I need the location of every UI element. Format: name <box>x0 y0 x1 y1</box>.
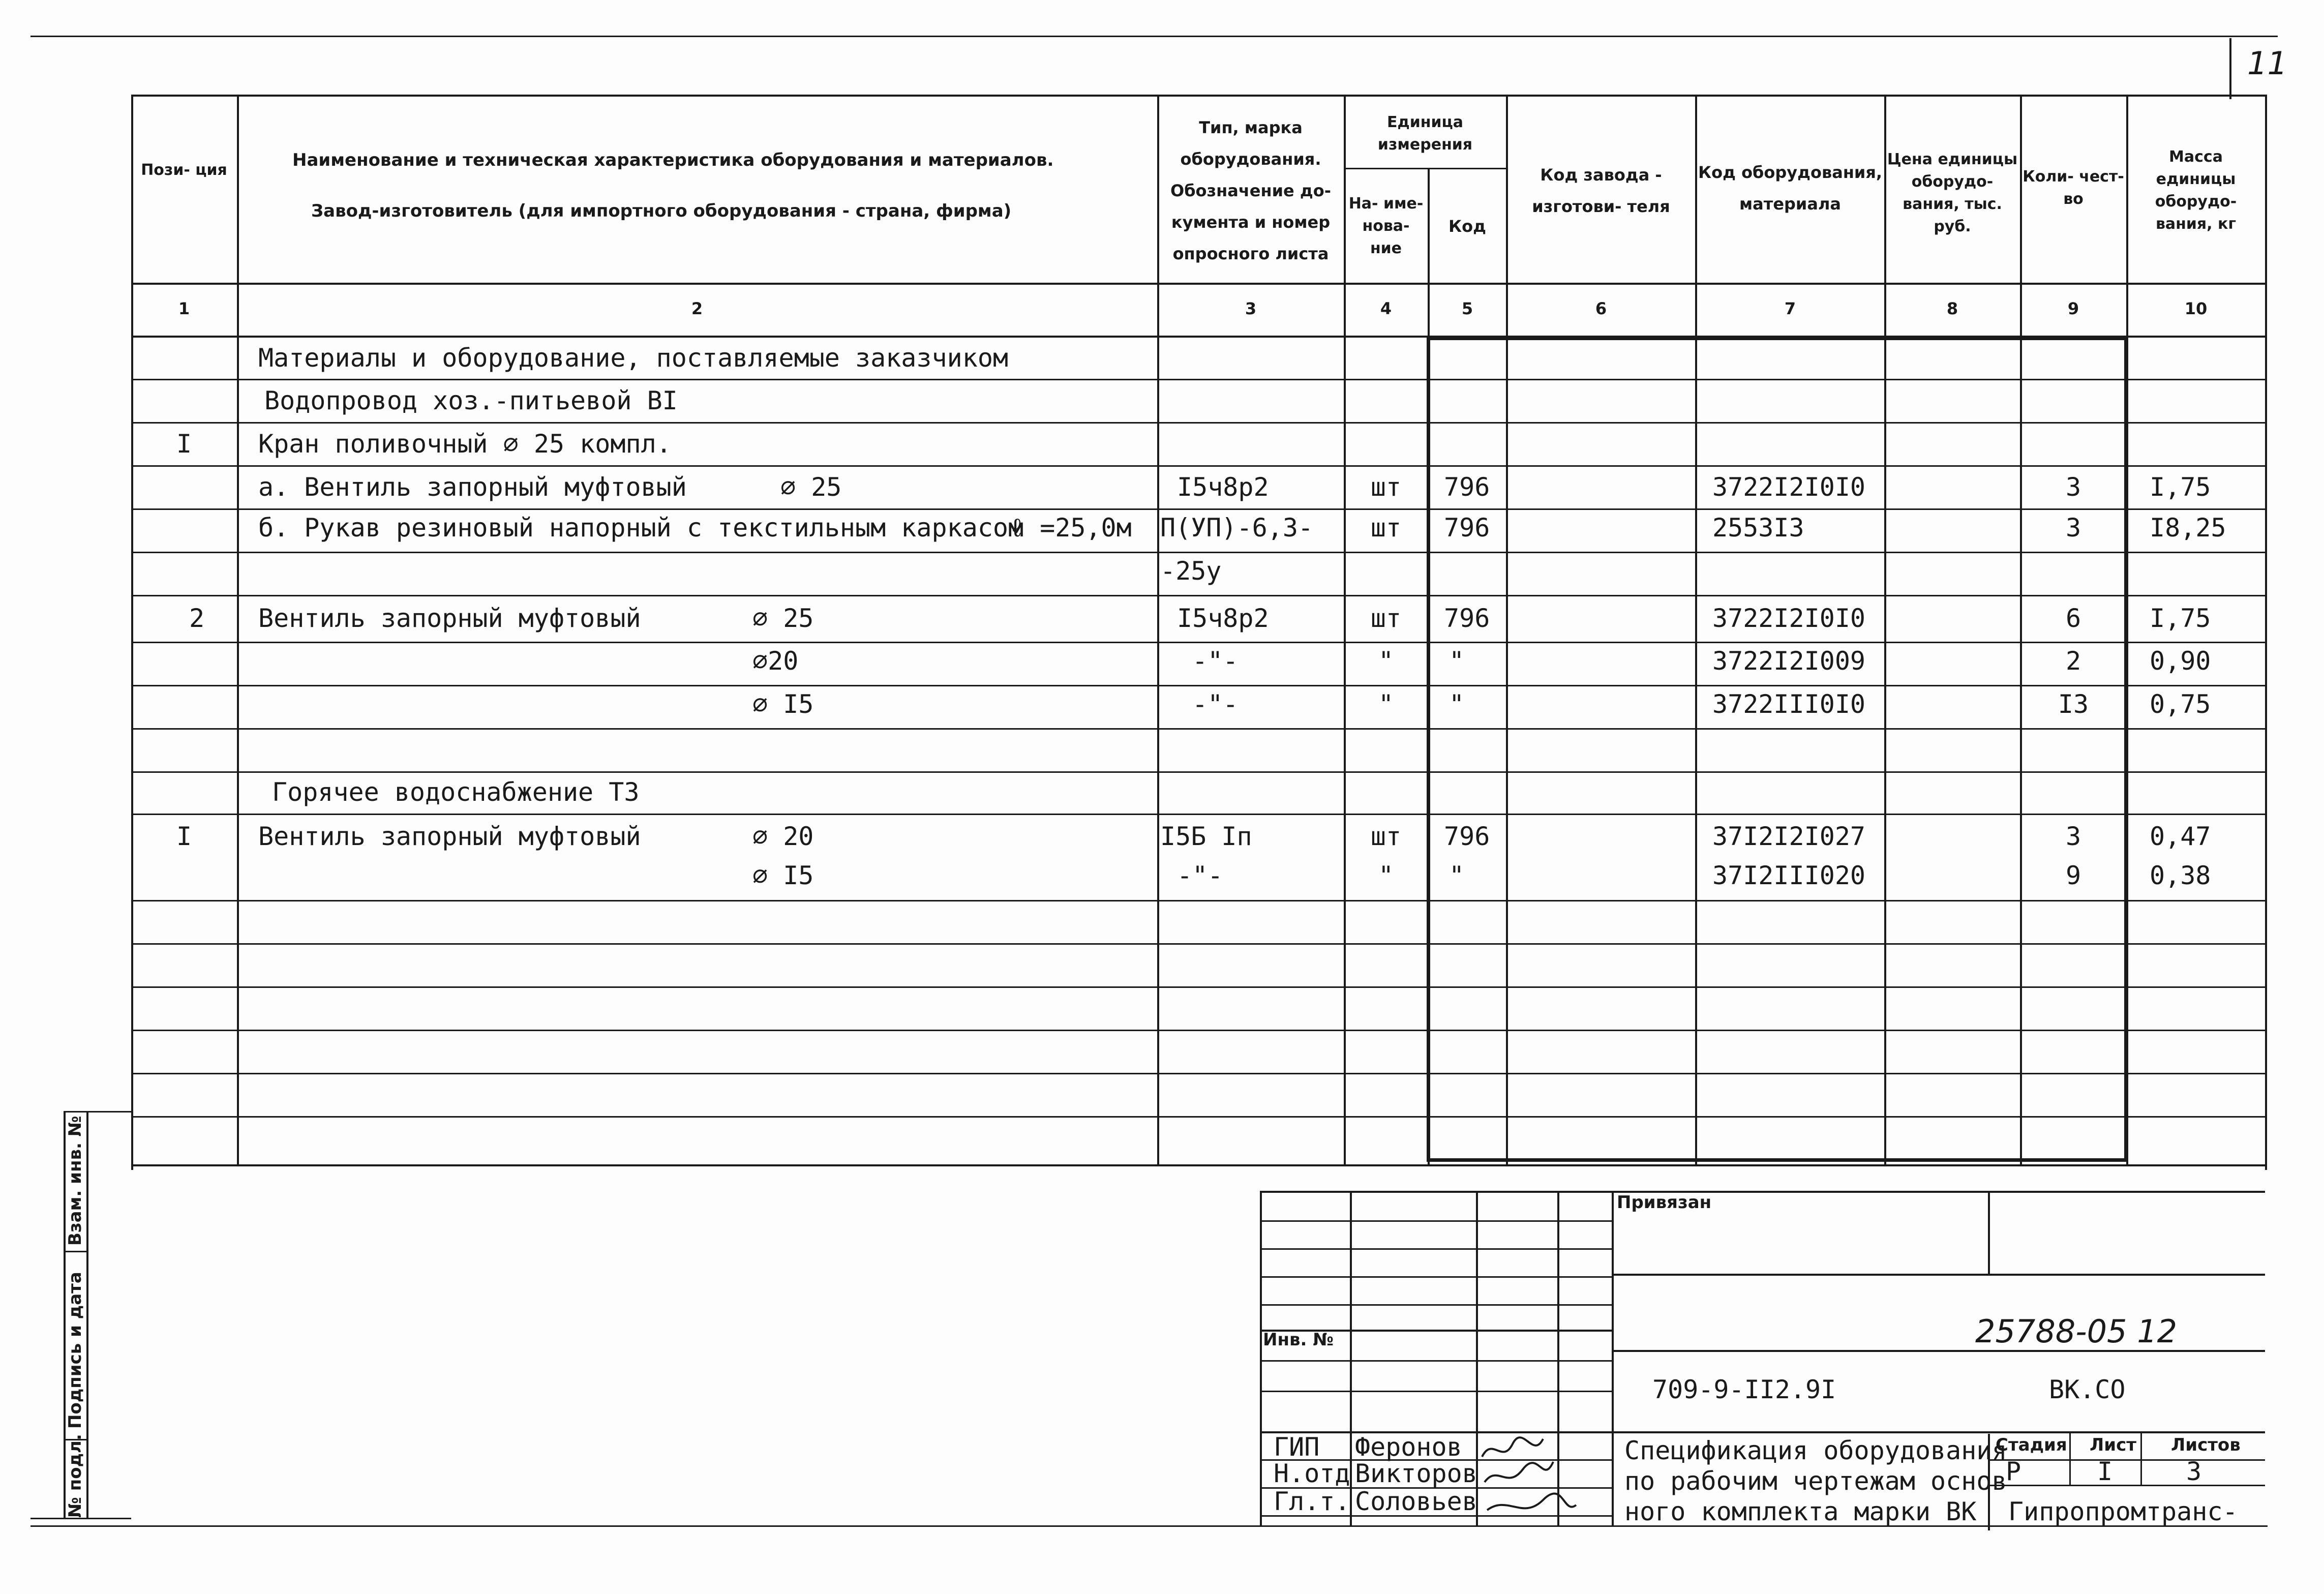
row-unit-code: 796 <box>1444 822 1490 851</box>
row-name-extra: ∅ 25 <box>752 604 814 633</box>
row-unit-code: " <box>1449 689 1465 719</box>
col-number: 4 <box>1380 299 1392 318</box>
row-position: I <box>176 822 192 851</box>
row-unit: шт <box>1370 822 1402 851</box>
stamp-privyazan: Привязан <box>1617 1192 1712 1213</box>
row-name: Вентиль запорный муфтовый <box>258 822 641 851</box>
stamp-mark: ВК.СО <box>2049 1375 2126 1404</box>
row-type: -"- <box>1177 861 1223 890</box>
row-mass: 0,47 <box>2150 822 2211 851</box>
row-type: I5ч8р2 <box>1177 472 1269 502</box>
row-material-code: 37I2III020 <box>1712 861 1866 890</box>
row-name: Кран поливочный ∅ 25 компл. <box>258 429 672 459</box>
col-number: 6 <box>1595 299 1607 318</box>
stamp-stage-label: Стадия <box>1996 1435 2067 1455</box>
header-quantity: Коли- чест- во <box>2023 168 2124 208</box>
row-name-extra: ∅ 25 <box>780 472 842 502</box>
stamp-sheet: I <box>2097 1457 2113 1486</box>
row-subsection-title: Водопровод хоз.-питьевой BI <box>264 386 678 415</box>
row-position: 2 <box>189 604 205 633</box>
row-name: Вентиль запорный муфтовый <box>258 604 641 633</box>
col-number: 10 <box>2184 299 2208 318</box>
header-name-line1: Наименование и техническая характеристика оборудования и материалов. <box>292 150 1054 170</box>
header-material-code: Код оборудования, материала <box>1698 163 1883 214</box>
col-number: 2 <box>691 299 703 318</box>
row-name-extra: ∅ 20 <box>752 822 814 851</box>
stamp-title-line3: ного комплекта марки ВК <box>1624 1497 1977 1526</box>
row-type: П(УП)-6,3- <box>1160 513 1314 543</box>
row-name: б. Рукав резиновый напорный с текстильным каркасом <box>258 513 1024 543</box>
stamp-inv-number: Инв. № <box>1263 1330 1334 1350</box>
header-mass: Масса единицы оборудо- вания, кг <box>2155 148 2237 233</box>
stamp-doc-number: 25788-05 12 <box>1975 1313 2178 1350</box>
col-number: 9 <box>2067 299 2079 318</box>
stamp-stage: Р <box>2006 1457 2021 1486</box>
row-mass: I,75 <box>2150 472 2211 502</box>
row-unit: " <box>1378 689 1394 719</box>
row-type: -"- <box>1192 689 1239 719</box>
row-name-extra: ∅ I5 <box>752 861 814 890</box>
row-position: I <box>176 429 192 459</box>
row-quantity: 3 <box>2065 472 2081 502</box>
stamp-title-line2: по рабочим чертежам основ <box>1624 1466 2007 1496</box>
stamp-sheets-label: Листов <box>2171 1435 2241 1455</box>
row-unit-code: " <box>1449 861 1465 890</box>
signatures <box>1477 1434 1579 1525</box>
row-unit: шт <box>1370 604 1402 633</box>
stamp-role: Гл.т. <box>1274 1487 1350 1516</box>
stamp-role: ГИП <box>1274 1432 1320 1462</box>
row-type: I5ч8р2 <box>1177 604 1269 633</box>
row-mass: 0,90 <box>2150 646 2211 676</box>
stamp-person: Соловьев <box>1355 1487 1477 1516</box>
row-unit-code: " <box>1449 646 1465 676</box>
stamp-organization: Гипропромтранс- <box>2008 1497 2238 1526</box>
header-unit-group: Единица измерения <box>1377 113 1473 154</box>
row-name-extra: ℓ =25,0м <box>1009 513 1132 543</box>
row-material-code: 3722I2I0I0 <box>1712 472 1866 502</box>
header-unit-name: На- име- нова- ние <box>1348 195 1424 257</box>
row-quantity: 3 <box>2065 513 2081 543</box>
row-quantity: 3 <box>2065 822 2081 851</box>
stamp-project-code: 709-9-II2.9I <box>1652 1375 1836 1404</box>
row-unit: шт <box>1370 472 1402 502</box>
row-type: -25у <box>1160 556 1222 586</box>
header-unit-code: Код <box>1448 217 1486 236</box>
sheet-corner-number: 11 <box>2247 45 2287 82</box>
row-section-title: Материалы и оборудование, поставляемые заказчиком <box>258 343 1009 373</box>
row-material-code: 3722I2I009 <box>1712 646 1866 676</box>
header-name-line2: Завод-изготовитель (для импортного оборудования - страна, фирма) <box>311 201 1012 221</box>
col-number: 3 <box>1245 299 1257 318</box>
row-unit: " <box>1378 861 1394 890</box>
row-subsection-title: Горячее водоснабжение T3 <box>272 777 640 807</box>
header-position: Пози- ция <box>141 161 227 179</box>
row-unit: " <box>1378 646 1394 676</box>
stamp-person: Феронов <box>1355 1432 1462 1462</box>
row-name-extra: ∅20 <box>752 646 799 676</box>
header-type: Тип, марка оборудования. Обозначение до- кумента и номер опросного листа <box>1170 118 1331 263</box>
row-quantity: 6 <box>2065 604 2081 633</box>
row-mass: 0,38 <box>2150 861 2211 890</box>
row-name-extra: ∅ I5 <box>752 689 814 719</box>
stamp-sheet-label: Лист <box>2090 1435 2136 1455</box>
row-material-code: 3722III0I0 <box>1712 689 1866 719</box>
stamp-role: Н.отд <box>1274 1459 1350 1488</box>
stamp-person: Викторов <box>1355 1459 1477 1488</box>
row-type: I5Б Iп <box>1160 822 1252 851</box>
row-unit-code: 796 <box>1444 472 1490 502</box>
row-material-code: 3722I2I0I0 <box>1712 604 1866 633</box>
row-type: -"- <box>1192 646 1239 676</box>
side-label-original: № подл. <box>65 1434 85 1518</box>
row-quantity: 9 <box>2065 861 2081 890</box>
col-number: 5 <box>1461 299 1473 318</box>
row-unit-code: 796 <box>1444 513 1490 543</box>
row-unit: шт <box>1370 513 1402 543</box>
side-label-signature: Подпись и дата <box>65 1272 85 1429</box>
header-factory-code: Код завода - изготови- теля <box>1532 165 1670 216</box>
stamp-sheets: 3 <box>2186 1457 2202 1486</box>
col-number: 8 <box>1946 299 1958 318</box>
row-mass: I8,25 <box>2150 513 2226 543</box>
stamp-title-line1: Спецификация оборудования <box>1624 1436 2007 1465</box>
row-unit-code: 796 <box>1444 604 1490 633</box>
row-name: а. Вентиль запорный муфтовый <box>258 472 687 502</box>
side-label-replacement: Взам. инв. № <box>65 1116 85 1246</box>
row-quantity: I3 <box>2058 689 2089 719</box>
row-quantity: 2 <box>2065 646 2081 676</box>
col-number: 1 <box>178 299 190 318</box>
row-mass: I,75 <box>2150 604 2211 633</box>
row-mass: 0,75 <box>2150 689 2211 719</box>
header-price: Цена единицы оборудо- вания, тыс. руб. <box>1887 151 2018 235</box>
row-material-code: 2553I3 <box>1712 513 1804 543</box>
row-material-code: 37I2I2I027 <box>1712 822 1866 851</box>
col-number: 7 <box>1784 299 1796 318</box>
